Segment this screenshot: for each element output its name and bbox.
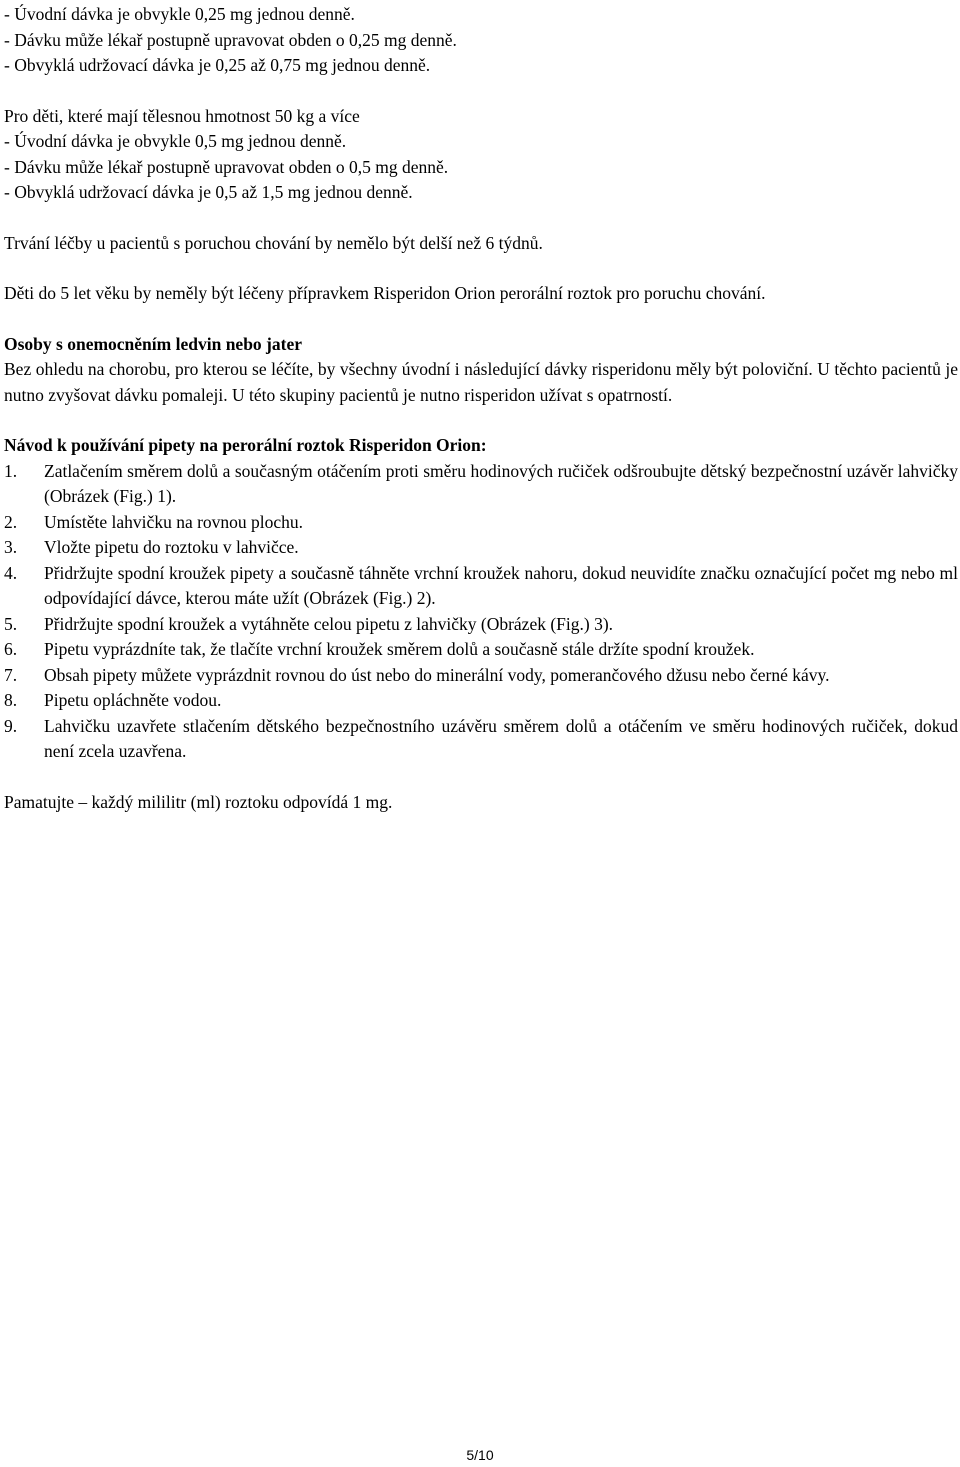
step-text: Zatlačením směrem dolů a současným otáčením proti směru hodinových ručiček odšroubujte dětský bezpečnostní uzávěr lahvičky (Obrázek (Fig.) 1). [44, 460, 958, 506]
step-number: 2. [4, 511, 18, 532]
children-50kg-line: - Obvyklá udržovací dávka je 0,5 až 1,5 mg jednou denně. [4, 182, 413, 202]
step-text: Pipetu opláchněte vodou. [44, 690, 222, 710]
step-text: Přidržujte spodní kroužek pipety a současně táhněte vrchní kroužek nahoru, dokud neuvidíte značku označující počet mg nebo ml odpovídající dávce, kterou máte užít (Obrázek (Fig.) 2). [44, 562, 958, 608]
step-number: 3. [4, 537, 18, 557]
pipette-step [4, 459, 958, 510]
step-text: Lahvičku uzavřete stlačením dětského bezpečnostního uzávěru směrem dolů a otáčením ve směru hodinových ručiček, dokud není zcela uzavřena. [44, 715, 958, 761]
step-number: 7. [4, 664, 18, 685]
pipette-step [4, 510, 958, 536]
pipette-instructions [4, 433, 958, 765]
children-50kg-line: - Úvodní dávka je obvykle 0,5 mg jednou denně. [4, 131, 347, 151]
step-number: 1. [4, 460, 18, 481]
pipette-heading: Návod k používání pipety na perorální roztok Risperidon Orion: [4, 435, 487, 455]
pipette-step [4, 714, 958, 765]
step-number: 8. [4, 690, 18, 710]
children-50kg-heading: Pro děti, které mají tělesnou hmotnost 50 kg a více [4, 105, 360, 126]
kidney-liver-text: Bez ohledu na chorobu, pro kterou se léčíte, by všechny úvodní i následující dávky risperidonu měly být poloviční. U těchto pacientů je nutno zvyšovat dávku pomaleji. U této skupiny pacientů je nutno risperidon užívat s opatrností. [4, 359, 958, 405]
dose-reminder-text: Pamatujte – každý mililitr (ml) roztoku odpovídá 1 mg. [4, 791, 393, 812]
kidney-liver-heading: Osoby s onemocněním ledvin nebo jater [4, 333, 302, 354]
document-page [4, 2, 958, 815]
children-50kg-line: - Dávku může lékař postupně upravovat obden o 0,5 mg denně. [4, 156, 449, 177]
pipette-step [4, 561, 958, 612]
pipette-step [4, 612, 958, 638]
pipette-step [4, 688, 958, 714]
treatment-duration-text: Trvání léčby u pacientů s poruchou chování by nemělo být delší než 6 týdnů. [4, 232, 543, 253]
step-text: Obsah pipety můžete vyprázdnit rovnou do úst nebo do minerální vody, pomerančového džusu nebo černé kávy. [44, 664, 830, 685]
pipette-step [4, 663, 958, 689]
step-text: Vložte pipetu do roztoku v lahvičce. [44, 537, 299, 557]
intro-line: - Obvyklá udržovací dávka je 0,25 až 0,75 mg jednou denně. [4, 55, 431, 75]
step-number: 9. [4, 715, 18, 736]
intro-line: - Úvodní dávka je obvykle 0,25 mg jednou denně. [4, 4, 355, 24]
children-under-5-text: Děti do 5 let věku by neměly být léčeny přípravkem Risperidon Orion perorální roztok pro poruchu chování. [4, 283, 766, 303]
step-text: Přidržujte spodní kroužek a vytáhněte celou pipetu z lahvičky (Obrázek (Fig.) 3). [44, 613, 614, 634]
kidney-liver-section [4, 332, 958, 409]
step-number: 4. [4, 562, 18, 583]
step-text: Pipetu vyprázdníte tak, že tlačíte vrchní kroužek směrem dolů a současně stále držíte spodní kroužek. [44, 639, 755, 659]
children-50kg-section [4, 104, 958, 206]
step-text: Umístěte lahvičku na rovnou plochu. [44, 511, 304, 532]
pipette-step [4, 637, 958, 663]
pipette-step [4, 535, 958, 561]
page-number: 5/10 [466, 1447, 494, 1463]
step-number: 5. [4, 613, 18, 634]
intro-dosage-list [4, 2, 958, 79]
step-number: 6. [4, 639, 18, 659]
intro-line: - Dávku může lékař postupně upravovat obden o 0,25 mg denně. [4, 29, 457, 50]
